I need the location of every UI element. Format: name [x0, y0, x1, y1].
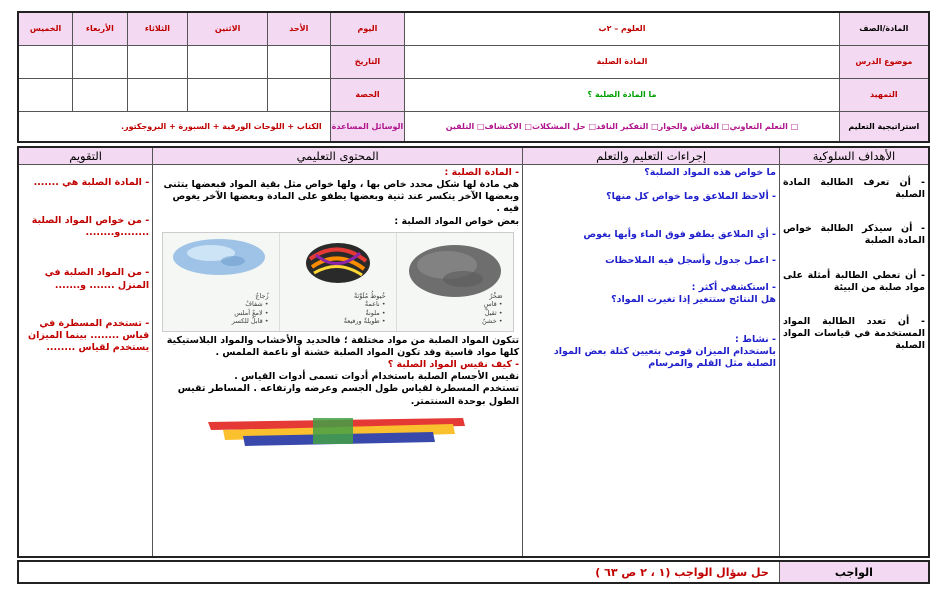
- threads-title: خُيوطُ مُلَوَّنَةٌ: [353, 292, 386, 301]
- rock-title: صَخْرٌ: [489, 292, 503, 301]
- homework-label: الواجب: [779, 561, 929, 583]
- lesson-body-table: [17, 146, 930, 558]
- procedures-cell: [523, 165, 780, 558]
- procedures-header: إجراءات التعليم والتعلم: [523, 147, 780, 165]
- threads-prop: • طويلةٌ ورفيعةٌ: [343, 316, 386, 325]
- threads-prop: • ناعمةٌ: [364, 300, 386, 309]
- procedure-activity-title: - نشاط :: [734, 333, 776, 345]
- content-header: المحتوى التعليمي: [153, 147, 523, 165]
- topic-value: المادة الصلبة: [405, 45, 839, 78]
- evaluation-header: التقويم: [18, 147, 153, 165]
- glass-title: زُجاجٌ: [255, 292, 269, 301]
- content-properties-intro: بعض خواص المواد الصلبة :: [394, 215, 520, 227]
- objectives-header: الأهداف السلوكية: [780, 147, 930, 165]
- objective-item: - أن تعطي الطالبة أمثلة على مواد صلبة من البيئة: [783, 269, 925, 293]
- date-cell: [188, 45, 268, 78]
- content-heading-measure: - كيف نقيس المواد الصلبة ؟: [387, 359, 520, 371]
- objective-item: - أن تعرف الطالبة المادة الصلبة: [783, 177, 925, 201]
- topic-label: موضوع الدرس: [839, 45, 929, 78]
- day-wednesday: الأربعاء: [73, 12, 128, 45]
- period-cell: [18, 78, 73, 111]
- day-sunday: الأحد: [268, 12, 331, 45]
- homework-table: [17, 560, 930, 584]
- content-ruler-text: تستخدم المسطرة لقياس طول الجسم وعرضه وارتفاعه . المساطر تقيس الطول بوحدة السنتمتر.: [177, 383, 520, 407]
- glass-prop: • قابلٌ للكسر: [231, 316, 269, 325]
- content-definition: هي مادة لها شكل محدد خاص بها ، ولها خواص مثل بقية المواد فبعضها يتثنى وبعضها الآخر يتكسر عند ثنية وبعضها يطفو على المادة وبعضها الآخر يغوص فيه .: [163, 179, 520, 215]
- rulers-image: [203, 414, 473, 448]
- rock-prop: • ثقيلٌ: [484, 308, 503, 317]
- content-heading-solid: - المادة الصلبة :: [444, 167, 520, 178]
- aids-label: الوسائل المساعدة: [330, 111, 405, 142]
- procedure-question: - اعمل جدول وأسجل فيه الملاحظات: [605, 255, 776, 267]
- date-cell: [268, 45, 331, 78]
- day-label: اليوم: [330, 12, 405, 45]
- day-tuesday: الثلاثاء: [127, 12, 188, 45]
- objective-item: - أن سيذكر الطالبة خواص المادة الصلبة: [783, 223, 925, 247]
- evaluation-item: - تستخدم المسطرة في قياس ........ بينما الميزان يستخدم لقياس ........: [28, 317, 150, 354]
- evaluation-item: - المادة الصلبة هي .......: [33, 177, 150, 188]
- period-cell: [268, 78, 331, 111]
- date-cell: [18, 45, 73, 78]
- content-measure-text: نقيس الأجسام الصلبة باستخدام أدوات تسمى أدوات القياس .: [234, 371, 520, 383]
- period-label: الحصة: [330, 78, 405, 111]
- date-label: التاريخ: [330, 45, 405, 78]
- strategy-label: استراتيجية التعليم: [839, 111, 929, 142]
- threads-prop: • ملونةٌ: [365, 308, 386, 317]
- subject-label: المادة/الصف: [839, 12, 929, 45]
- day-thursday: الخميس: [18, 12, 73, 45]
- evaluation-item: - من المواد الصلبة في المنزل ....... و.......: [44, 267, 150, 291]
- period-cell: [188, 78, 268, 111]
- procedure-question: ما خواص هذه المواد الصلبة؟: [644, 167, 776, 178]
- rock-prop: • خشنٌ: [481, 316, 503, 325]
- procedure-question: - ألاحظ الملاعق وما خواص كل منها؟: [606, 191, 776, 203]
- homework-value: حل سؤال الواجب (١ ، ٢ ص ٦٣ ): [18, 561, 779, 583]
- procedure-question: - أي الملاعق يطفو فوق الماء وأيها يغوص: [583, 229, 776, 241]
- objective-item: - أن تعدد الطالبة المواد المستخدمة في قياسات المواد الصلبة: [783, 315, 925, 352]
- glass-prop: • شفافٌ: [245, 300, 269, 309]
- procedure-explore-title: - استكشفي أكثر :: [691, 281, 776, 293]
- lesson-header-table: [17, 11, 930, 143]
- period-cell: [73, 78, 128, 111]
- strategy-value: □ التعلم التعاوني□ النقاش والحوار□ التفكير الناقد□ حل المشكلات□ الاكتشاف□ التلقين: [405, 111, 839, 142]
- objectives-cell: [780, 165, 930, 558]
- threads-figure: [279, 233, 396, 331]
- date-cell: [127, 45, 188, 78]
- solid-examples-figure: [162, 232, 514, 332]
- glass-figure: [163, 233, 279, 331]
- aids-value: الكتاب + اللوحات الورقية + السبورة + البروجكتور.: [18, 111, 330, 142]
- procedure-activity-text: باستخدام الميزان قومي بتعيين كتلة بعض المواد الصلبة مثل القلم والمرسام: [553, 346, 776, 370]
- procedure-explore-question: هل النتائج ستتغير إذا تغيرت المواد؟: [611, 293, 776, 305]
- glass-prop: • لامعٌ أملس: [234, 308, 269, 317]
- evaluation-cell: [18, 165, 153, 558]
- evaluation-item: - من خواص المواد الصلبة ........و........: [31, 215, 150, 239]
- intro-label: التمهيد: [839, 78, 929, 111]
- date-cell: [73, 45, 128, 78]
- content-materials-text: تتكون المواد الصلبة من مواد مختلفة ؛ فالحديد والأخشاب والمواد البلاستيكية كلها مواد قاسية وقد تكون المواد الصلبة خشنة أو ناعمة الملمس .: [166, 334, 520, 358]
- content-cell: [153, 165, 523, 558]
- rock-prop: • قاسٍ: [483, 300, 503, 309]
- subject-value: العلوم – ٢ب: [405, 12, 839, 45]
- period-cell: [127, 78, 188, 111]
- intro-value: ما المادة الصلبة ؟: [405, 78, 839, 111]
- day-monday: الاثنين: [188, 12, 268, 45]
- rock-figure: [396, 233, 513, 331]
